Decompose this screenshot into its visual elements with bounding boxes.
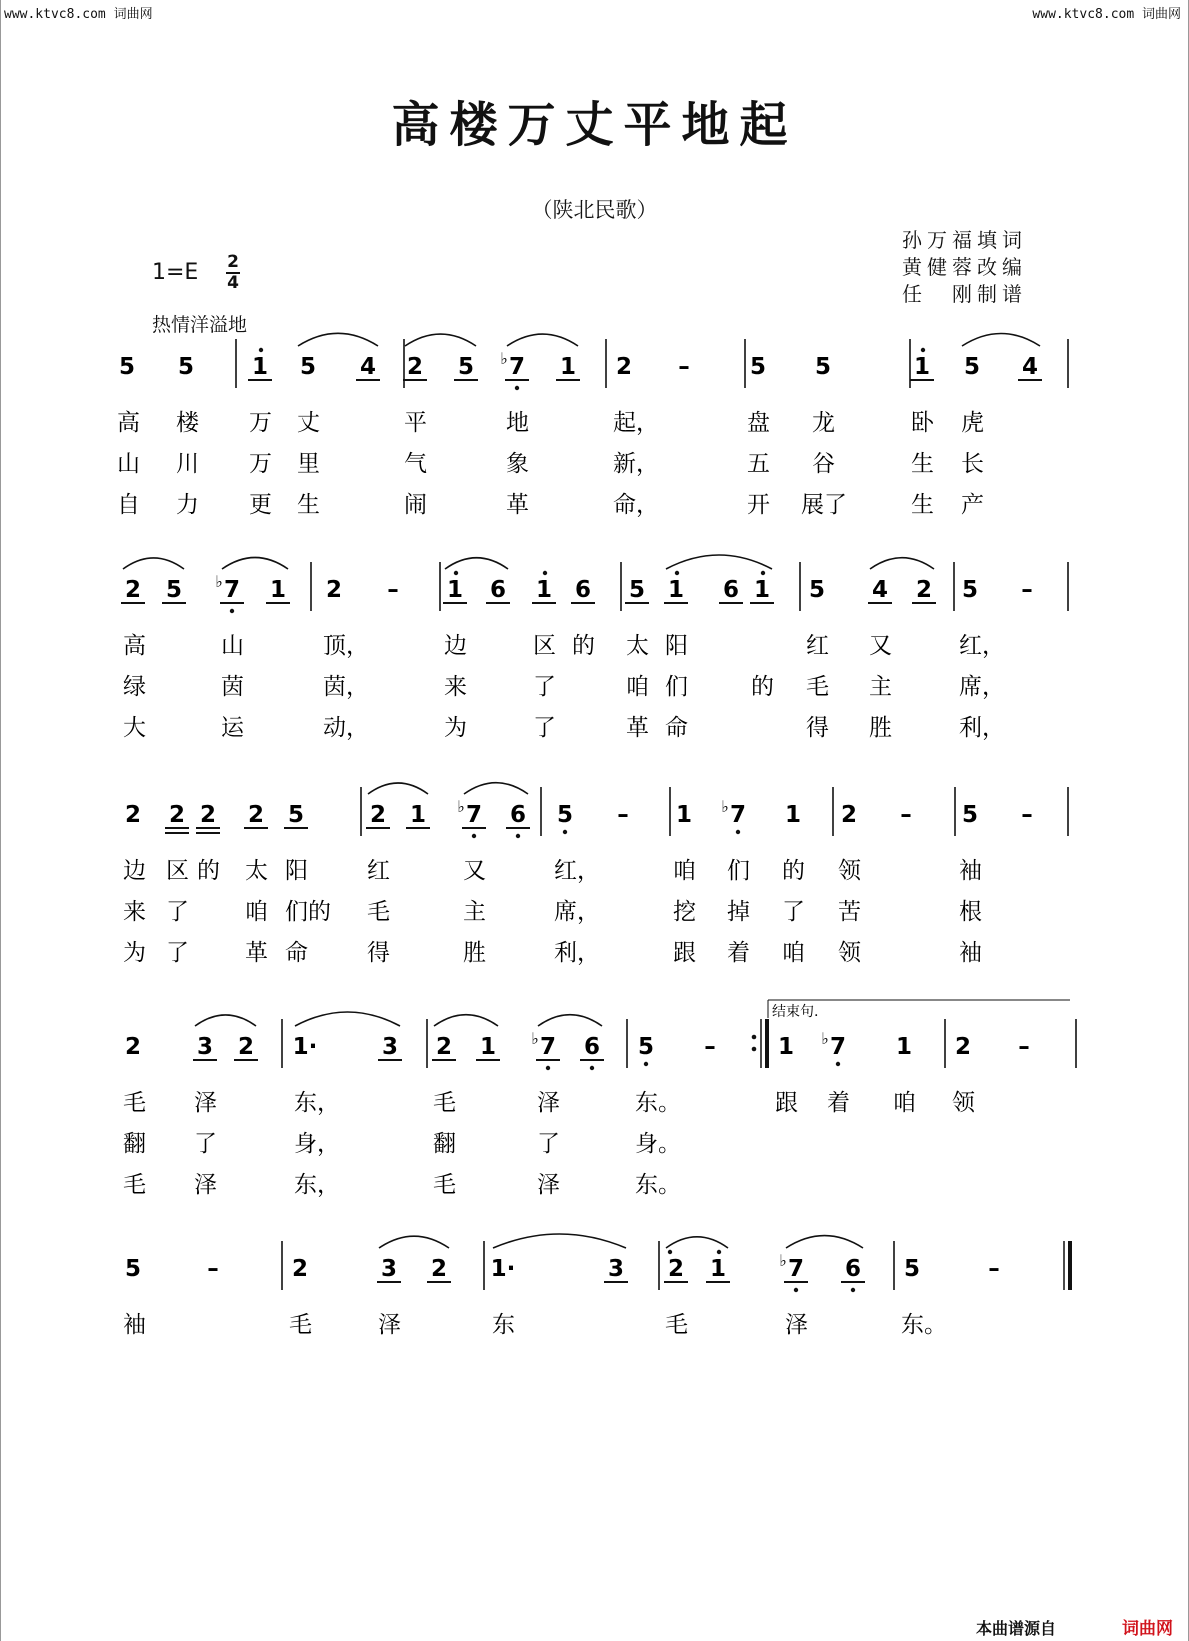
lyric-word: 掉 [727,899,750,925]
lyric-word: 东， [294,1172,340,1198]
credit-lyricist: 孙万福填词 [902,228,1027,252]
note: 5 [961,577,979,603]
note: 1 [667,577,685,603]
lyric-word: 毛 [367,899,390,925]
note: 4 [871,577,889,603]
slur [295,1012,400,1026]
octave-dot-below [851,1288,855,1292]
note: 4 [1021,354,1039,380]
octave-dot-below [590,1066,594,1070]
flat-sign: ♭ [779,1251,787,1270]
slur [786,1236,863,1248]
note: 2 [840,802,858,828]
note: – [387,577,399,603]
lyric-word: 平 [404,410,427,436]
lyric-word: 革 [506,492,529,518]
octave-dot-below [515,386,519,390]
note: 1 [269,577,287,603]
lyric-word: 咱 [893,1090,916,1116]
lyric-word: 自 [117,492,140,518]
octave-dot-below [472,834,476,838]
lyric-word: 胜 [463,940,486,966]
lyric-word: 太 [626,633,649,659]
flat-sign: ♭ [821,1029,829,1048]
slur [666,555,772,569]
note: 6 [489,577,507,603]
lyric-word: 身， [294,1131,340,1157]
header-left: www.ktvc8.com 词曲网 [4,7,153,22]
note: 2 [124,577,142,603]
slur [405,334,476,346]
slur [870,558,934,569]
lyric-word: 咱 [626,674,649,700]
lyric-word: 的 [572,633,595,659]
lyric-word: 生 [911,451,934,477]
lyric-word: 红 [367,858,390,884]
lyric-word: 挖 [673,899,696,925]
note: 2 [667,1256,685,1282]
octave-dot-above [259,348,263,352]
note: 7 [508,354,526,380]
lyric-word: 地 [506,410,529,436]
lyric-word: 席， [554,899,600,925]
lyric-word: 得 [367,940,390,966]
lyric-word: 力 [176,492,199,518]
slur [445,558,508,569]
lyric-word: 翻 [433,1131,456,1157]
lyric-word: 大 [123,715,146,741]
lyric-word: 闹 [404,492,427,518]
octave-dot-below [644,1062,648,1066]
lyric-word: 东。 [635,1090,681,1116]
lyric-word: 革 [245,940,268,966]
note: 5 [457,354,475,380]
note: 5 [749,354,767,380]
note: 7 [539,1034,557,1060]
lyric-word: 阳 [285,858,308,884]
lyric-word: 了 [166,899,189,925]
note: 5 [556,802,574,828]
octave-dot-below [546,1066,550,1070]
octave-dot-above [543,571,547,575]
slur [368,783,428,794]
lyric-word: 东。 [635,1172,681,1198]
lyric-word: 胜 [869,715,892,741]
lyric-word: 毛 [433,1090,456,1116]
lyric-word: 象 [506,451,529,477]
note: 1 [753,577,771,603]
slur [538,1015,602,1026]
note: – [207,1256,219,1282]
lyric-word: 领 [952,1090,975,1116]
lyric-word: 里 [297,451,320,477]
note: – [617,802,629,828]
lyric-word: 红， [959,633,1005,659]
note: 1 [709,1256,727,1282]
lyric-word: 气 [404,451,427,477]
octave-dot-below [736,830,740,834]
lyric-word: 又 [463,858,486,884]
note: 7 [465,802,483,828]
lyric-word: 虎 [961,410,984,436]
lyric-word: 泽 [194,1172,217,1198]
lyric-word: 了 [537,1131,560,1157]
lyric-word: 万 [249,451,272,477]
lyric-word: 高 [123,633,146,659]
lyric-word: 了 [166,940,189,966]
note: 5 [118,354,136,380]
time-signature-bottom: 4 [227,273,239,293]
credit-transcriber: 任 刚制谱 [902,282,1027,306]
credit-arranger: 黄健蓉改编 [902,255,1027,279]
note: 7 [829,1034,847,1060]
note: 6 [509,802,527,828]
lyric-word: 川 [176,451,199,477]
lyric-word: 阳 [665,633,688,659]
lyric-word: 楼 [176,410,199,436]
lyric-word: 运 [221,715,244,741]
lyric-word: 着 [727,940,750,966]
note: 1 [535,577,553,603]
octave-dot-above [921,348,925,352]
lyric-word: 茵， [323,674,369,700]
note: 2 [199,802,217,828]
note: 1 [895,1034,913,1060]
song-title: 高楼万丈平地起 [391,97,798,153]
note: 1 [777,1034,795,1060]
lyric-word: 绿 [123,674,146,700]
octave-dot-above [675,571,679,575]
octave-dot-above [761,571,765,575]
lyric-word: 东 [492,1312,515,1338]
lyric-word: 为 [444,715,467,741]
ending-label: 结束句. [772,1004,819,1020]
lyric-word: 毛 [433,1172,456,1198]
lyric-word: 毛 [123,1090,146,1116]
slur [666,1237,728,1248]
note: 1· [292,1034,318,1060]
lyric-word: 袖 [123,1312,146,1338]
note: 2 [325,577,343,603]
note: 2 [168,802,186,828]
note: 5 [124,1256,142,1282]
lyric-word: 边 [444,633,467,659]
octave-dot-above [454,571,458,575]
note: – [678,354,690,380]
note: 5 [637,1034,655,1060]
lyric-word: 为 [123,940,146,966]
lyric-word: 席， [959,674,1005,700]
song-subtitle: （陕北民歌） [531,198,658,222]
note: 1· [490,1256,516,1282]
lyric-word: 生 [297,492,320,518]
note: 2 [406,354,424,380]
lyric-word: 边 [123,858,146,884]
lyric-word: 了 [533,674,556,700]
flat-sign: ♭ [457,797,465,816]
note: – [1018,1034,1030,1060]
note: – [988,1256,1000,1282]
repeat-dot [752,1035,757,1040]
octave-dot-below [516,834,520,838]
lyric-word: 太 [245,858,268,884]
note: 3 [607,1256,625,1282]
slur [379,1236,449,1248]
flat-sign: ♭ [531,1029,539,1048]
lyric-word: 泽 [785,1312,808,1338]
note: 1 [784,802,802,828]
footer-brand: 词曲网 [1122,1619,1173,1639]
note: 2 [247,802,265,828]
note: 5 [814,354,832,380]
lyric-word: 毛 [665,1312,688,1338]
note: 1 [409,802,427,828]
lyric-word: 更 [249,492,272,518]
octave-dot-below [836,1062,840,1066]
note: 2 [435,1034,453,1060]
time-signature-top: 2 [227,252,239,272]
note: 4 [359,354,377,380]
note: 5 [177,354,195,380]
lyric-word: 领 [838,940,861,966]
lyric-word: 红 [806,633,829,659]
slur [493,1234,626,1248]
note: 2 [291,1256,309,1282]
note: 2 [124,802,142,828]
lyric-word: 五 [747,451,770,477]
lyric-word: 们 [665,674,688,700]
lyric-word: 区 [166,858,189,884]
flat-sign: ♭ [500,349,508,368]
slur [123,558,184,569]
slur [507,334,578,346]
lyric-word: 新， [613,451,659,477]
note: – [1021,802,1033,828]
note: – [900,802,912,828]
note: 3 [380,1256,398,1282]
note: 1 [559,354,577,380]
lyric-word: 们的 [285,899,331,925]
lyric-word: 革 [626,715,649,741]
note: 7 [223,577,241,603]
repeat-dot [752,1047,757,1052]
lyric-word: 动， [323,715,369,741]
lyric-word: 根 [959,899,982,925]
note: 3 [381,1034,399,1060]
note: 5 [808,577,826,603]
lyric-word: 跟 [775,1090,798,1116]
note: 2 [124,1034,142,1060]
lyric-word: 来 [444,674,467,700]
lyric-word: 咱 [245,899,268,925]
lyric-word: 着 [827,1090,850,1116]
lyric-word: 生 [911,492,934,518]
note: 2 [915,577,933,603]
lyric-word: 龙 [812,410,835,436]
lyric-word: 咱 [673,858,696,884]
lyric-word: 泽 [537,1172,560,1198]
lyric-word: 东， [294,1090,340,1116]
lyric-word: 茵 [221,674,244,700]
key-signature: 1=E [152,260,199,285]
lyric-word: 命 [665,715,688,741]
slur [222,558,288,570]
lyric-word: 翻 [123,1131,146,1157]
lyric-word: 利， [554,940,600,966]
lyric-word: 的 [782,858,805,884]
note: 5 [963,354,981,380]
lyric-word: 泽 [537,1090,560,1116]
lyric-word: 开 [747,492,770,518]
note: 3 [196,1034,214,1060]
lyric-word: 了 [194,1131,217,1157]
tempo-marking: 热情洋溢地 [152,314,248,336]
lyric-word: 命， [613,492,659,518]
lyric-word: 东。 [901,1312,947,1338]
note: – [704,1034,716,1060]
lyric-word: 泽 [378,1312,401,1338]
note: 1 [251,354,269,380]
octave-dot-below [563,830,567,834]
note: 1 [913,354,931,380]
lyric-word: 主 [869,674,892,700]
note: – [1021,577,1033,603]
lyric-word: 高 [117,410,140,436]
lyric-word: 跟 [673,940,696,966]
slur [962,334,1040,347]
lyric-word: 山 [117,451,140,477]
lyric-word: 主 [463,899,486,925]
lyric-word: 盘 [747,410,770,436]
lyric-word: 泽 [194,1090,217,1116]
note: 6 [844,1256,862,1282]
header-right: www.ktvc8.com 词曲网 [1032,7,1181,22]
lyric-word: 红， [554,858,600,884]
lyric-word: 来 [123,899,146,925]
note: 1 [479,1034,497,1060]
note: 2 [615,354,633,380]
lyric-word: 苦 [838,899,861,925]
flat-sign: ♭ [215,572,223,591]
lyric-word: 毛 [289,1312,312,1338]
lyric-word: 卧 [911,410,934,436]
lyric-word: 的 [197,858,220,884]
lyric-word: 利， [959,715,1005,741]
lyric-word: 咱 [782,940,805,966]
note: 6 [722,577,740,603]
note: 5 [299,354,317,380]
lyric-word: 的 [751,674,774,700]
octave-dot-above [668,1250,672,1254]
lyric-word: 袖 [959,858,982,884]
lyric-word: 展了 [801,492,847,518]
slur [195,1015,256,1026]
lyric-word: 了 [533,715,556,741]
slur [298,333,378,346]
note: 6 [574,577,592,603]
lyric-word: 又 [869,633,892,659]
lyric-word: 得 [806,715,829,741]
note: 2 [237,1034,255,1060]
note: 5 [961,802,979,828]
flat-sign: ♭ [721,797,729,816]
lyric-word: 谷 [812,451,835,477]
note: 2 [430,1256,448,1282]
note: 7 [729,802,747,828]
lyric-word: 身。 [635,1131,681,1157]
lyric-word: 丈 [297,410,320,436]
lyric-word: 命 [285,940,308,966]
lyric-word: 产 [961,492,984,518]
note: 5 [628,577,646,603]
lyric-word: 起， [613,410,659,436]
octave-dot-above [717,1250,721,1254]
note: 6 [583,1034,601,1060]
lyric-word: 区 [533,633,556,659]
lyric-word: 毛 [123,1172,146,1198]
lyric-word: 万 [249,410,272,436]
lyric-word: 顶， [323,633,369,659]
note: 7 [787,1256,805,1282]
lyric-word: 毛 [806,674,829,700]
note: 1 [446,577,464,603]
octave-dot-below [230,609,234,613]
lyric-word: 领 [838,858,861,884]
note: 5 [165,577,183,603]
slur [434,1015,498,1026]
octave-dot-below [794,1288,798,1292]
slur [464,783,528,794]
note: 5 [903,1256,921,1282]
lyric-word: 山 [221,633,244,659]
footer-source: 本曲谱源自 [976,1619,1057,1638]
lyric-word: 长 [961,451,984,477]
lyric-word: 袖 [959,940,982,966]
note: 2 [954,1034,972,1060]
note: 2 [369,802,387,828]
lyric-word: 们 [727,858,750,884]
lyric-word: 了 [782,899,805,925]
note: 5 [287,802,305,828]
note: 1 [675,802,693,828]
